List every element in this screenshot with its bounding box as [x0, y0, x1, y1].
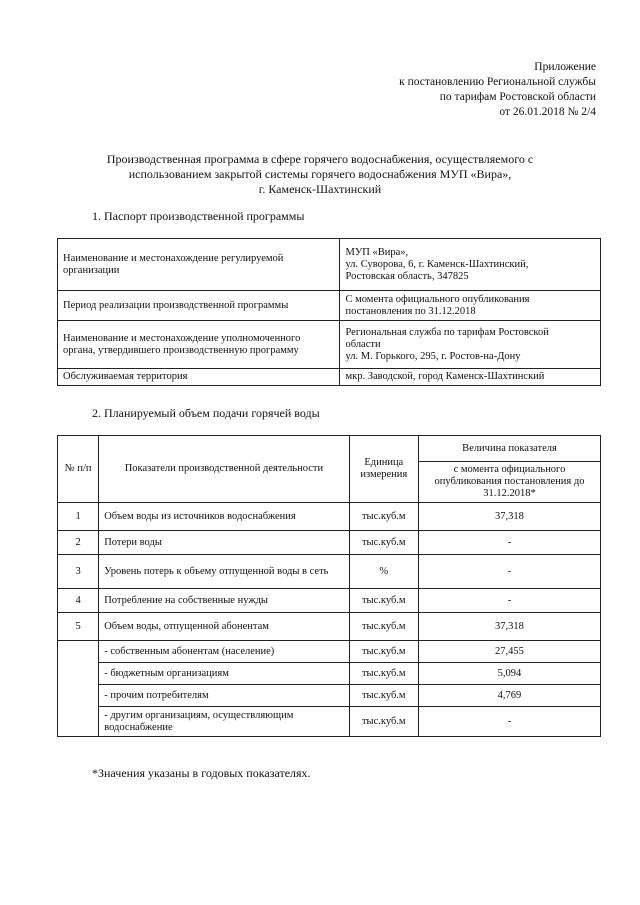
row-num: 1	[58, 503, 99, 531]
header-line: к постановлению Региональной службы	[399, 76, 596, 88]
value-line: постановления по 31.12.2018	[345, 305, 476, 317]
row-unit: тыс.куб.м	[349, 503, 418, 531]
table-row	[58, 707, 601, 737]
row-unit: %	[349, 555, 418, 589]
title-line: Производственная программа в сфере горячего водоснабжения, осуществляемого с	[106, 152, 534, 166]
row-value: -	[418, 555, 600, 589]
row-value: 4,769	[418, 685, 600, 707]
table-row	[58, 663, 601, 685]
row-value: 37,318	[418, 613, 600, 641]
section-2-heading: 2. Планируемый объем подачи горячей воды	[92, 406, 320, 420]
col-header-value-period: с момента официального опубликования постановления до 31.12.2018*	[418, 462, 600, 503]
table-row	[58, 641, 601, 663]
row-num-empty	[58, 641, 99, 737]
value-line: С момента официального опубликования	[345, 293, 530, 305]
row-indicator: Уровень потерь к объему отпущенной воды в сеть	[99, 555, 349, 589]
value-line: Ростовская область, 347825	[345, 270, 469, 282]
col-header-indicator: Показатели производственной деятельности	[99, 436, 349, 503]
table-row	[58, 613, 601, 641]
row-value: -	[418, 589, 600, 613]
document-title	[60, 152, 580, 197]
row-value: -	[418, 707, 600, 737]
row-value: 37,318	[418, 503, 600, 531]
table-row	[58, 685, 601, 707]
table-row	[58, 531, 601, 555]
row-unit: тыс.куб.м	[349, 663, 418, 685]
header-line: от 26.01.2018 № 2/4	[499, 106, 596, 118]
row-indicator: Объем воды из источников водоснабжения	[99, 503, 349, 531]
table-row	[58, 369, 601, 386]
row-unit: тыс.куб.м	[349, 613, 418, 641]
col-header-value-group: Величина показателя	[418, 436, 600, 462]
passport-value	[340, 321, 601, 369]
passport-label: Период реализации производственной программы	[58, 291, 340, 321]
row-unit: тыс.куб.м	[349, 641, 418, 663]
passport-value	[340, 239, 601, 291]
header-row	[58, 436, 601, 462]
header-line: Приложение	[534, 61, 596, 73]
value-line: ул. М. Горького, 295, г. Ростов-на-Дону	[345, 350, 521, 362]
table-row	[58, 503, 601, 531]
value-line: мкр. Заводской, город Каменск-Шахтинский	[345, 371, 545, 382]
row-num: 3	[58, 555, 99, 589]
row-unit: тыс.куб.м	[349, 589, 418, 613]
header-line: по тарифам Ростовской области	[439, 91, 596, 103]
value-line: области	[345, 338, 381, 350]
row-unit: тыс.куб.м	[349, 685, 418, 707]
row-num: 5	[58, 613, 99, 641]
row-indicator: - прочим потребителям	[99, 685, 349, 707]
table-row	[58, 291, 601, 321]
water-volume-table	[57, 435, 601, 737]
col-header-num: № п/п	[58, 436, 99, 503]
passport-value	[340, 291, 601, 321]
table-row	[58, 589, 601, 613]
title-line: г. Каменск-Шахтинский	[258, 182, 382, 196]
value-line: Региональная служба по тарифам Ростовской	[345, 326, 549, 338]
col-header-unit: Единица измерения	[349, 436, 418, 503]
value-line: МУП «Вира»,	[345, 246, 409, 258]
row-num: 2	[58, 531, 99, 555]
title-line: использованием закрытой системы горячего водоснабжения МУП «Вира»,	[128, 167, 512, 181]
row-unit: тыс.куб.м	[349, 707, 418, 737]
passport-label: Обслуживаемая территория	[58, 369, 340, 386]
row-indicator: - другим организациям, осуществляющим водоснабжение	[99, 707, 349, 737]
row-value: 5,094	[418, 663, 600, 685]
row-indicator: - собственным абонентам (население)	[99, 641, 349, 663]
table-row	[58, 321, 601, 369]
footnote: *Значения указаны в годовых показателях.	[92, 766, 311, 780]
passport-table	[57, 238, 601, 386]
passport-value	[340, 369, 601, 386]
row-value: -	[418, 531, 600, 555]
row-num: 4	[58, 589, 99, 613]
row-indicator: Потери воды	[99, 531, 349, 555]
appendix-header	[296, 60, 596, 120]
passport-label: Наименование и местонахождение уполномоченного органа, утвердившего производственную программу	[58, 321, 340, 369]
row-indicator: Объем воды, отпущенной абонентам	[99, 613, 349, 641]
row-indicator: - бюджетным организациям	[99, 663, 349, 685]
section-1-heading: 1. Паспорт производственной программы	[92, 209, 305, 223]
row-indicator: Потребление на собственные нужды	[99, 589, 349, 613]
value-line: ул. Суворова, 6, г. Каменск-Шахтинский,	[345, 258, 529, 270]
row-unit: тыс.куб.м	[349, 531, 418, 555]
row-value: 27,455	[418, 641, 600, 663]
table-row	[58, 555, 601, 589]
table-row	[58, 239, 601, 291]
passport-label: Наименование и местонахождение регулируемой организации	[58, 239, 340, 291]
